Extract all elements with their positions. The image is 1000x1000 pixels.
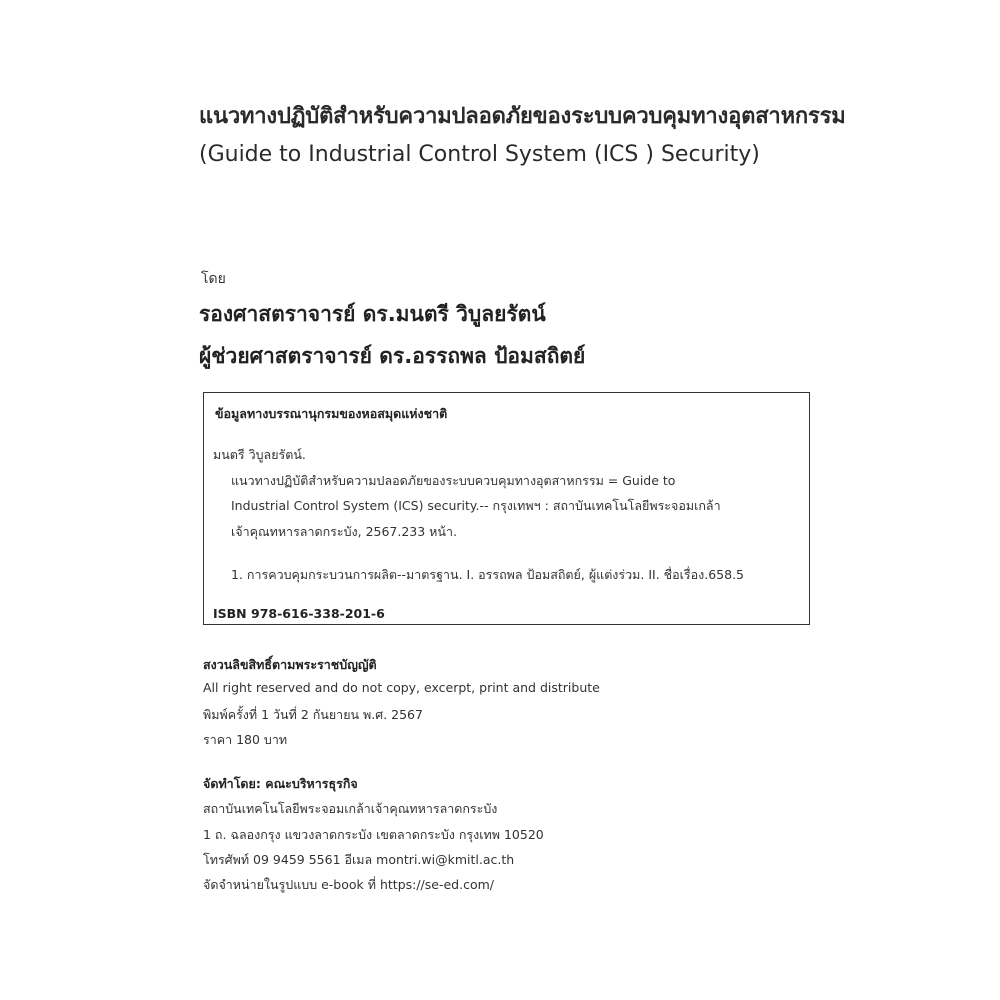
copyright-heading: สงวนลิขสิทธิ์ตามพระราชบัญญัติ (203, 657, 377, 672)
publisher-contact: โทรศัพท์ 09 9459 5561 อีเมล montri.wi@kmitl.ac.th (203, 852, 515, 867)
copyright-notice: All right reserved and do not copy, excerpt, print and distribute (203, 680, 600, 695)
author-1: รองศาสตราจารย์ ดร.มนตรี วิบูลยรัตน์ (199, 302, 546, 326)
isbn: ISBN 978-616-338-201-6 (213, 606, 385, 621)
cataloging-author-entry: มนตรี วิบูลยรัตน์. (213, 447, 306, 462)
cataloging-subjects: 1. การควบคุมกระบวนการผลิต--มาตรฐาน. I. อรรถพล ป้อมสถิตย์, ผู้แต่งร่วม. II. ชื่อเรื่อง.658.5 (231, 567, 745, 582)
cataloging-heading: ข้อมูลทางบรรณานุกรมของหอสมุดแห่งชาติ (215, 406, 448, 421)
cataloging-title-line: เจ้าคุณทหารลาดกระบัง, 2567.233 หน้า. (231, 524, 457, 539)
publisher-heading: จัดทำโดย: คณะบริหารธุรกิจ (203, 776, 358, 791)
book-title-thai: แนวทางปฏิบัติสำหรับความปลอดภัยของระบบควบคุมทางอุตสาหกรรม (199, 104, 846, 129)
by-label: โดย (201, 271, 226, 287)
cataloging-in-publication-box (203, 392, 810, 625)
distribution-info: จัดจำหน่ายในรูปแบบ e-book ที่ https://se-ed.com/ (203, 877, 494, 892)
price: ราคา 180 บาท (203, 732, 288, 747)
cataloging-title-line: แนวทางปฏิบัติสำหรับความปลอดภัยของระบบควบคุมทางอุตสาหกรรม = Guide to (231, 473, 676, 488)
publisher-address: 1 ถ. ฉลองกรุง แขวงลาดกระบัง เขตลาดกระบัง กรุงเทพ 10520 (203, 827, 544, 842)
publisher-institution: สถาบันเทคโนโลยีพระจอมเกล้าเจ้าคุณทหารลาดกระบัง (203, 801, 498, 816)
book-title-english: (Guide to Industrial Control System (ICS ) Security) (199, 142, 760, 167)
cataloging-title-line: Industrial Control System (ICS) security.-- กรุงเทพฯ : สถาบันเทคโนโลยีพระจอมเกล้า (231, 498, 721, 513)
edition-info: พิมพ์ครั้งที่ 1 วันที่ 2 กันยายน พ.ศ. 2567 (203, 707, 423, 722)
author-2: ผู้ช่วยศาสตราจารย์ ดร.อรรถพล ป้อมสถิตย์ (199, 344, 586, 368)
